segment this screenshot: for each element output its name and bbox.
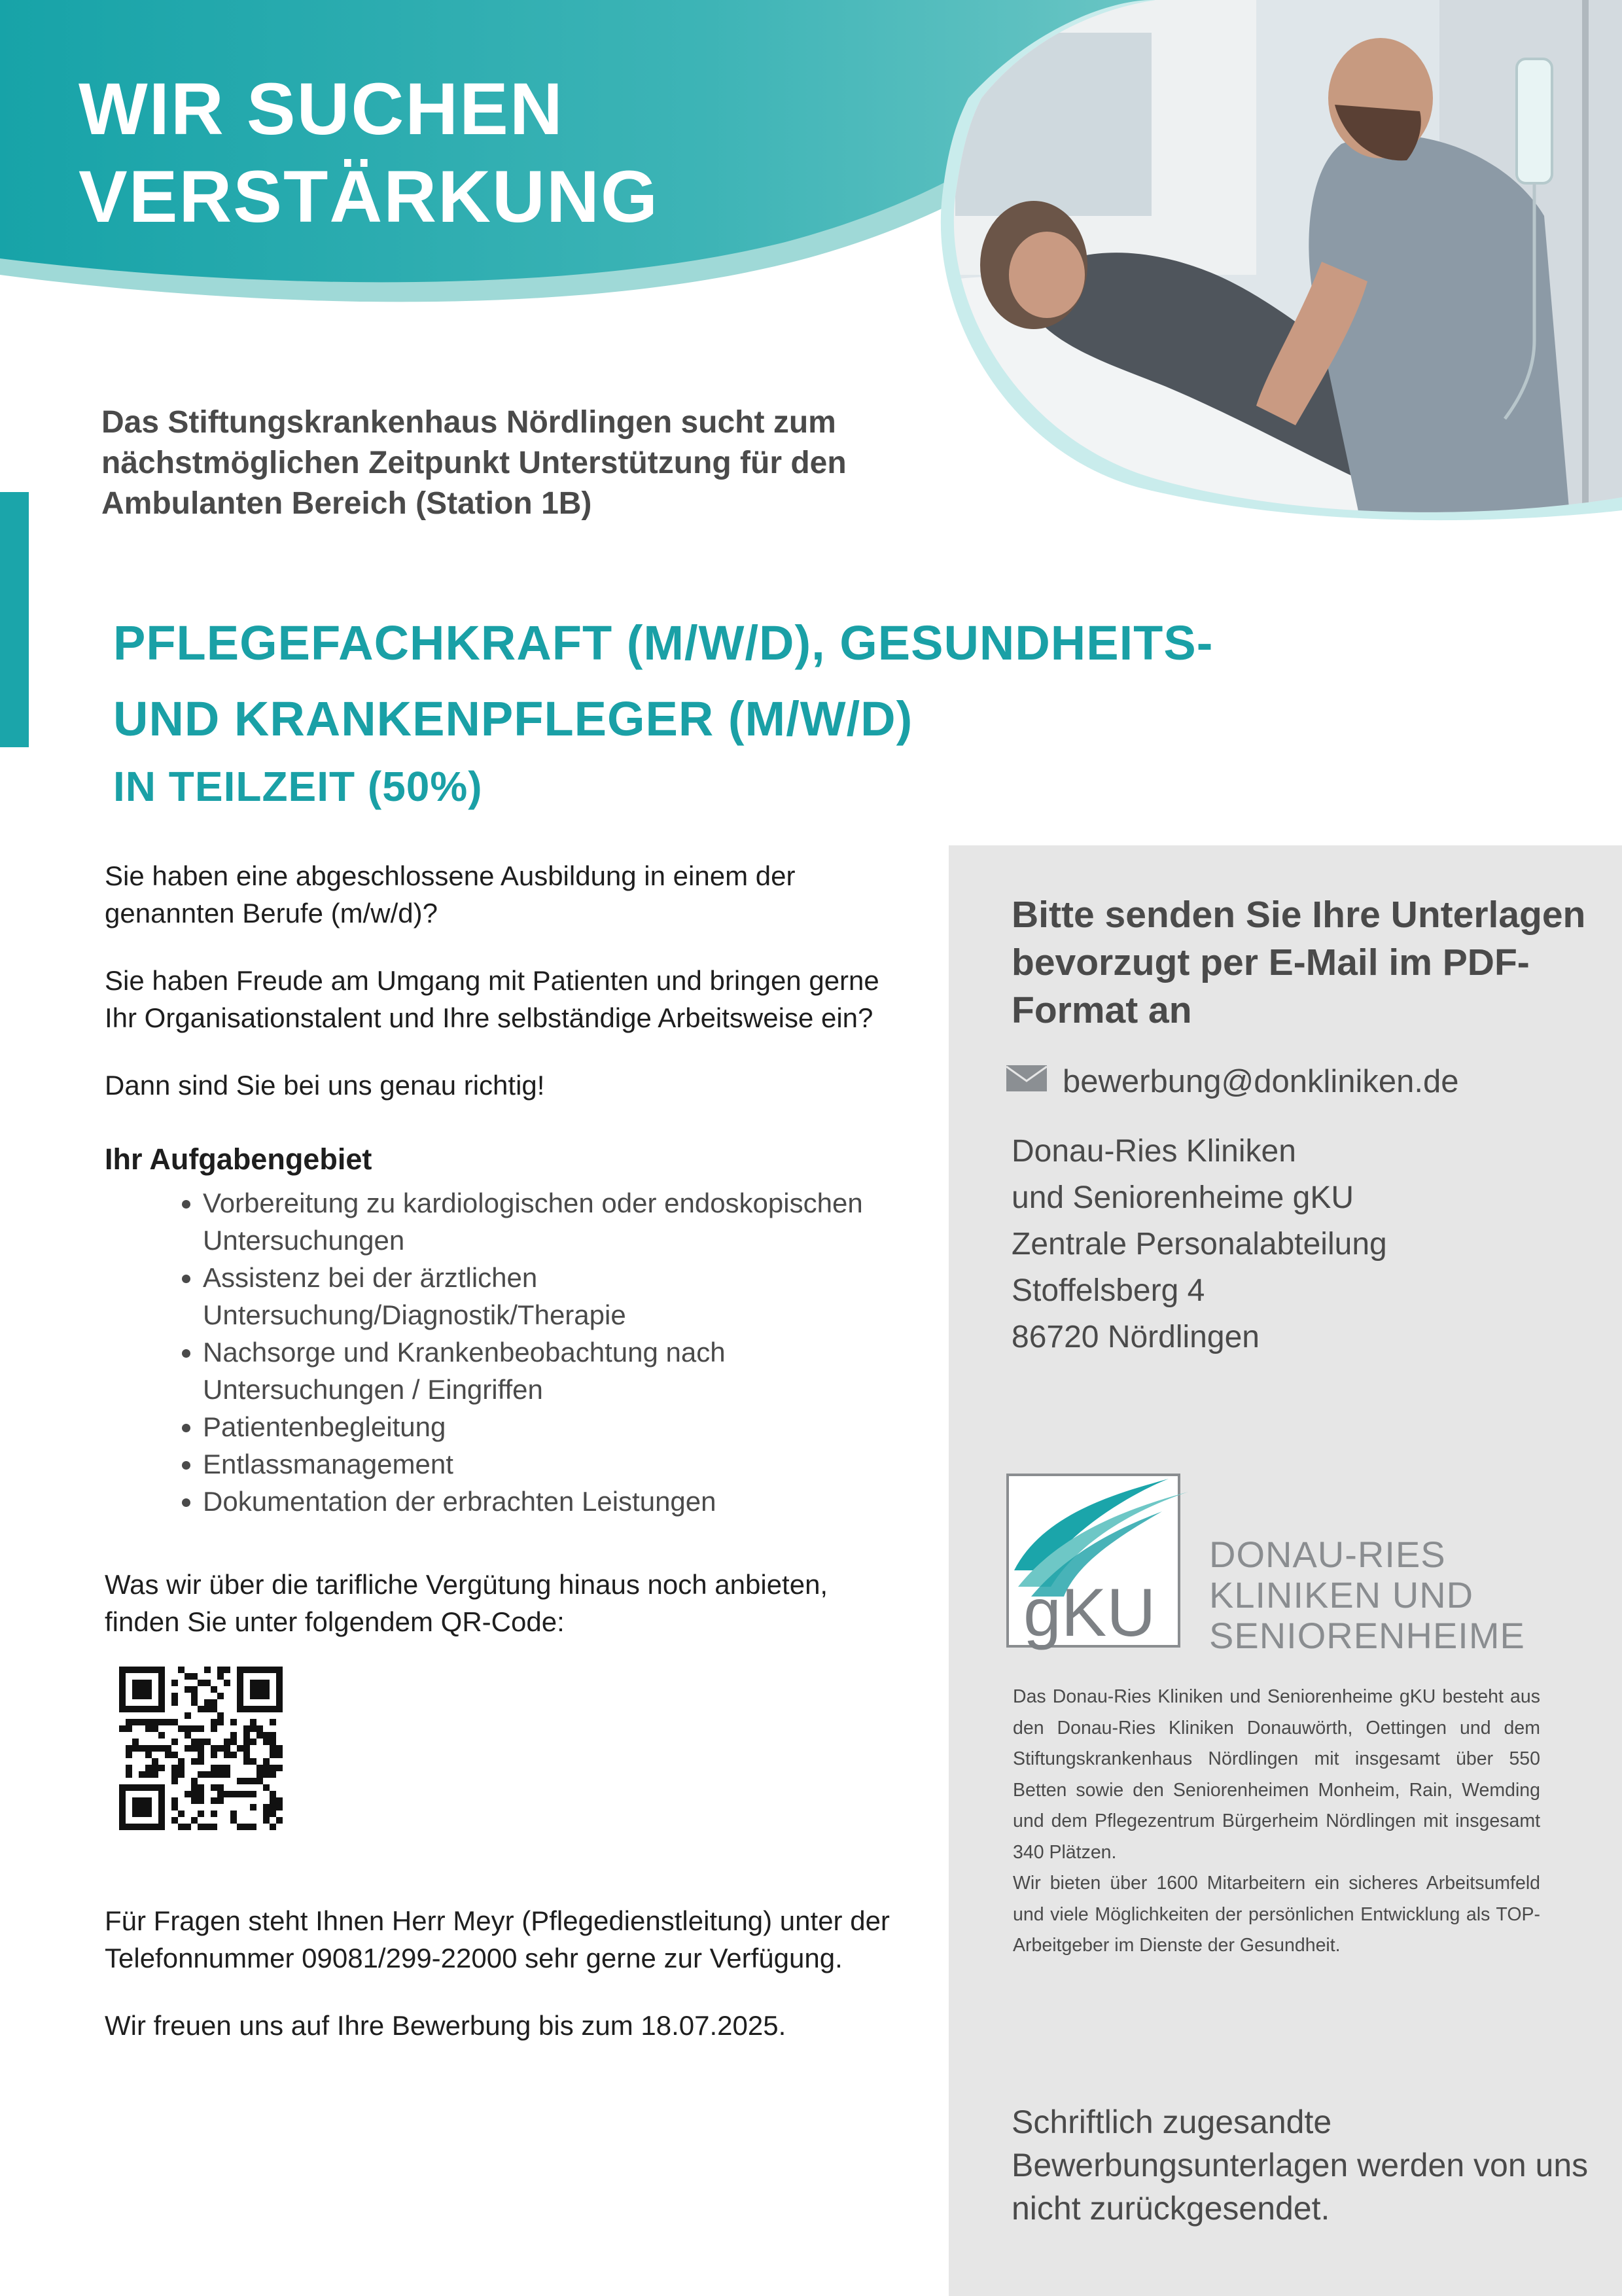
job-subtitle: IN TEILZEIT (50%) xyxy=(113,763,483,810)
documents-not-returned-note: Schriftlich zugesandte Bewerbungsunterlagen werden von uns nicht zurückgesendet. xyxy=(1012,2104,1589,2227)
logo-line: KLINIKEN UND xyxy=(1209,1574,1474,1616)
tasks-heading: Ihr Aufgabengebiet xyxy=(105,1142,372,1176)
task-item: • Vorbereitung zu kardiologischen oder endoskopischen Untersuchungen xyxy=(203,1184,909,1259)
logo-line: DONAU-RIES xyxy=(1209,1534,1446,1575)
headline-line-1: WIR SUCHEN xyxy=(79,68,564,150)
benefits-qr-code[interactable] xyxy=(119,1667,283,1830)
intro-text: Das Stiftungskrankenhaus Nördlingen sucht zum nächstmöglichen Zeitpunkt Unterstützung für den Ambulanten Bereich (Station 1B) xyxy=(101,405,847,521)
task-item: • Entlassmanagement xyxy=(203,1445,909,1483)
address-line: Stoffelsberg 4 xyxy=(1012,1273,1205,1308)
address-line: Donau-Ries Kliniken xyxy=(1012,1134,1296,1169)
question-motivation: Sie haben Freude am Umgang mit Patienten und bringen gerne Ihr Organisationstalent und Ihre selbständige Arbeitsweise ein? xyxy=(105,965,879,1033)
address-line: und Seniorenheime gKU xyxy=(1012,1180,1354,1215)
job-title xyxy=(113,605,1356,816)
left-accent-bar xyxy=(0,492,29,747)
job-description xyxy=(105,857,909,2074)
headline xyxy=(79,65,659,241)
logo-mark-text: gKU xyxy=(1023,1575,1156,1651)
job-title-line-1: PFLEGEFACHKRAFT (M/W/D), GESUNDHEITS- xyxy=(113,616,1214,670)
contact-heading: Bitte senden Sie Ihre Unterlagen bevorzugt per E-Mail im PDF-Format an xyxy=(1012,894,1586,1031)
company-description xyxy=(1013,1682,1540,1962)
address-line: Zentrale Personalabteilung xyxy=(1012,1227,1387,1262)
about-paragraph: Wir bieten über 1600 Mitarbeitern ein sicheres Arbeitsumfeld und viele Möglichkeiten der persönlichen Entwicklung als TOP-Arbeitgeber im Dienste der Gesundheit. xyxy=(1013,1873,1540,1956)
question-qualification: Sie haben eine abgeschlossene Ausbildung in einem der genannten Berufe (m/w/d)? xyxy=(105,860,796,928)
gku-logo-mark xyxy=(1005,1472,1201,1659)
task-item: • Assistenz bei der ärztlichen Untersuchung/Diagnostik/Therapie xyxy=(203,1259,909,1333)
task-item: • Dokumentation der erbrachten Leistungen xyxy=(203,1483,909,1520)
deadline-text: Wir freuen uns auf Ihre Bewerbung bis zum 18.07.2025. xyxy=(105,2010,786,2041)
logo-wordmark xyxy=(1209,1534,1525,1656)
benefits-text: Was wir über die tarifliche Vergütung hinaus noch anbieten, finden Sie unter folgendem QR-Code: xyxy=(105,1569,828,1637)
task-item: • Patientenbegleitung xyxy=(203,1408,909,1445)
gku-logo xyxy=(1005,1472,1525,1659)
headline-line-2: VERSTÄRKUNG xyxy=(79,156,659,238)
email-link[interactable]: bewerbung@donkliniken.de xyxy=(1063,1064,1459,1099)
call-to-action: Dann sind Sie bei uns genau richtig! xyxy=(105,1070,545,1101)
nurse-patient-photo xyxy=(916,0,1622,523)
questions-contact-text: Für Fragen steht Ihnen Herr Meyr (Pflegedienstleitung) unter der Telefonnummer 09081/299-22000 sehr gerne zur Verfügung. xyxy=(105,1905,890,1973)
task-item: • Nachsorge und Krankenbeobachtung nach Untersuchungen / Eingriffen xyxy=(203,1333,909,1408)
address-line: 86720 Nördlingen xyxy=(1012,1320,1260,1354)
about-paragraph: Das Donau-Ries Kliniken und Seniorenheime gKU besteht aus den Donau-Ries Kliniken Donauwörth, Oettingen und dem Stiftungskrankenhaus Nördlingen mit insgesamt über 550 Betten sowie den Seniorenheimen Monheim, Rain, Wemding und dem Pflegezentrum Bürgerheim Nördlingen mit insgesamt 340 Plätzen. xyxy=(1013,1686,1540,1863)
tasks-list xyxy=(105,1184,909,1520)
envelope-icon xyxy=(1006,1065,1047,1091)
logo-line: SENIORENHEIME xyxy=(1209,1615,1525,1656)
postal-address xyxy=(1012,1128,1600,1360)
email-row[interactable] xyxy=(1006,1060,1595,1106)
job-title-line-2: UND KRANKENPFLEGER (M/W/D) xyxy=(113,692,913,746)
